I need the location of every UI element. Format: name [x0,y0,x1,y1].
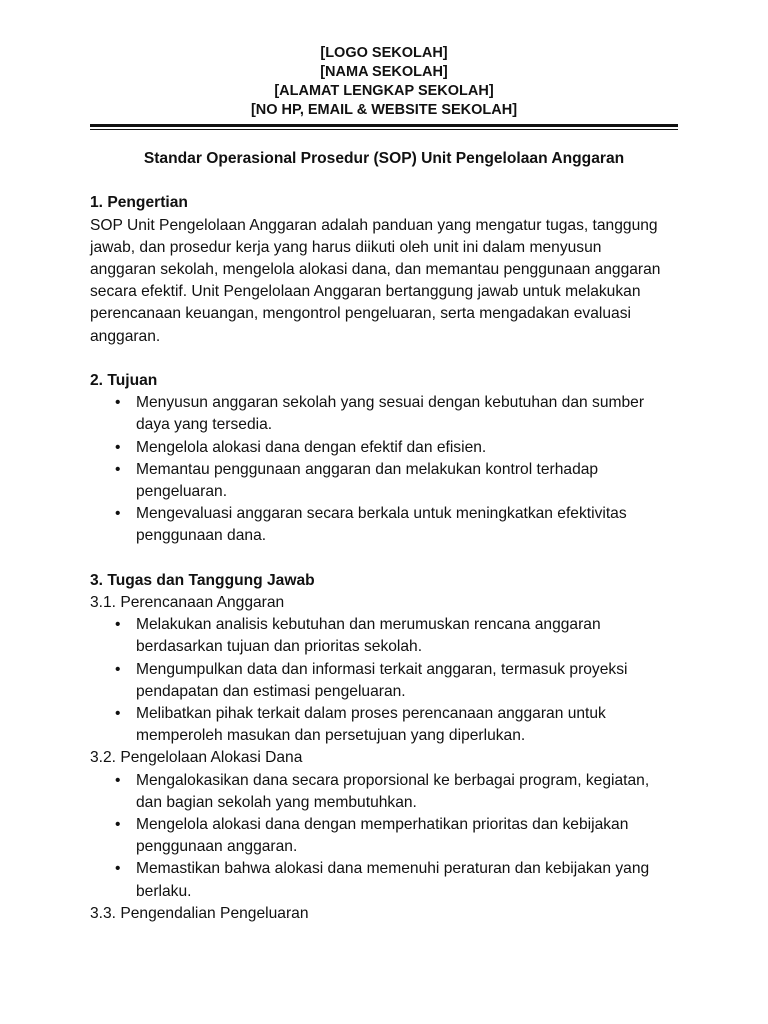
list-item [90,459,678,503]
bullet-icon: • [115,438,121,456]
list-item-line: Menyusun anggaran sekolah yang sesuai dengan kebutuhan dan sumber [136,394,645,412]
list-item-line: Memastikan bahwa alokasi dana memenuhi peraturan dan kebijakan yang [136,860,650,878]
school-address-placeholder: [ALAMAT LENGKAP SEKOLAH] [274,83,494,99]
spacer [90,170,678,192]
list-item [90,392,678,436]
list-item [90,858,678,902]
list-item [90,770,678,814]
bullet-icon: • [115,860,121,878]
bullet-icon: • [115,660,121,678]
bullet-icon: • [115,460,121,478]
bullet-list-tujuan [90,392,678,547]
bullet-icon: • [115,616,121,634]
document-body [90,148,678,925]
list-item-line: Mengalokasikan dana secara proporsional ke berbagai program, kegiatan, [136,771,650,789]
school-logo-placeholder: [LOGO SEKOLAH] [320,45,448,61]
list-item [90,659,678,703]
bullet-icon: • [115,505,121,523]
list-item-line: Memantau penggunaan anggaran dan melakukan kontrol terhadap [136,460,599,478]
bullet-list-perencanaan [90,614,678,747]
list-item-line: daya yang tersedia. [136,416,273,434]
bullet-icon: • [115,394,121,412]
list-item [90,503,678,547]
subsection-heading-pengendalian: 3.3. Pengendalian Pengeluaran [90,904,309,922]
section-heading-tugas: 3. Tugas dan Tanggung Jawab [90,571,315,589]
list-item-line: pendapatan dan estimasi pengeluaran. [136,682,406,700]
bullet-list-alokasi [90,770,678,903]
paragraph-line: SOP Unit Pengelolaan Anggaran adalah panduan yang mengatur tugas, tanggung [90,216,658,234]
list-item-line: pengeluaran. [136,483,228,501]
paragraph-line: anggaran sekolah, mengelola alokasi dana, dan memantau penggunaan anggaran [90,261,661,278]
spacer [90,348,678,370]
list-item-line: berlaku. [136,882,192,900]
letterhead [0,44,768,120]
list-item [90,814,678,858]
paragraph-line: secara efektif. Unit Pengelolaan Anggaran bertanggung jawab untuk melakukan [90,283,641,301]
list-item-line: dan bagian sekolah yang membutuhkan. [136,793,417,811]
list-item-line: Mengelola alokasi dana dengan efektif dan efisien. [136,438,487,456]
list-item-line: Melibatkan pihak terkait dalam proses perencanaan anggaran untuk [136,705,606,723]
list-item-line: Melakukan analisis kebutuhan dan merumuskan rencana anggaran [136,616,601,634]
bullet-icon: • [115,705,121,723]
list-item [90,437,678,459]
list-item-line: berdasarkan tujuan dan prioritas sekolah. [136,638,423,656]
school-name-placeholder: [NAMA SEKOLAH] [320,64,448,80]
letterhead-divider-thin [90,129,678,130]
letterhead-divider-thick [90,124,678,127]
list-item-line: memperoleh masukan dan persetujuan yang diperlukan. [136,727,526,745]
list-item [90,614,678,658]
section-heading-pengertian: 1. Pengertian [90,194,188,212]
spacer [90,548,678,570]
paragraph-line: anggaran. [90,327,161,345]
list-item-line: Mengelola alokasi dana dengan memperhatikan prioritas dan kebijakan [136,816,629,834]
bullet-icon: • [115,771,121,789]
list-item-line: Mengevaluasi anggaran secara berkala untuk meningkatkan efektivitas [136,505,627,523]
list-item-line: penggunaan dana. [136,527,267,545]
list-item-line: penggunaan anggaran. [136,838,298,856]
document-title: Standar Operasional Prosedur (SOP) Unit Pengelolaan Anggaran [143,150,625,167]
list-item-line: Mengumpulkan data dan informasi terkait anggaran, termasuk proyeksi [136,660,628,678]
school-contact-placeholder: [NO HP, EMAIL & WEBSITE SEKOLAH] [250,102,518,118]
section-heading-tujuan: 2. Tujuan [90,372,158,389]
paragraph-line: jawab, dan prosedur kerja yang harus diikuti oleh unit ini dalam menyusun [90,238,602,256]
list-item [90,703,678,747]
paragraph-line: perencanaan keuangan, mengontrol pengeluaran, serta mengadakan evaluasi [90,305,631,323]
subsection-heading-alokasi: 3.2. Pengelolaan Alokasi Dana [90,749,303,767]
paragraph-pengertian [90,215,678,348]
bullet-icon: • [115,816,121,834]
subsection-heading-perencanaan: 3.1. Perencanaan Anggaran [90,594,285,612]
